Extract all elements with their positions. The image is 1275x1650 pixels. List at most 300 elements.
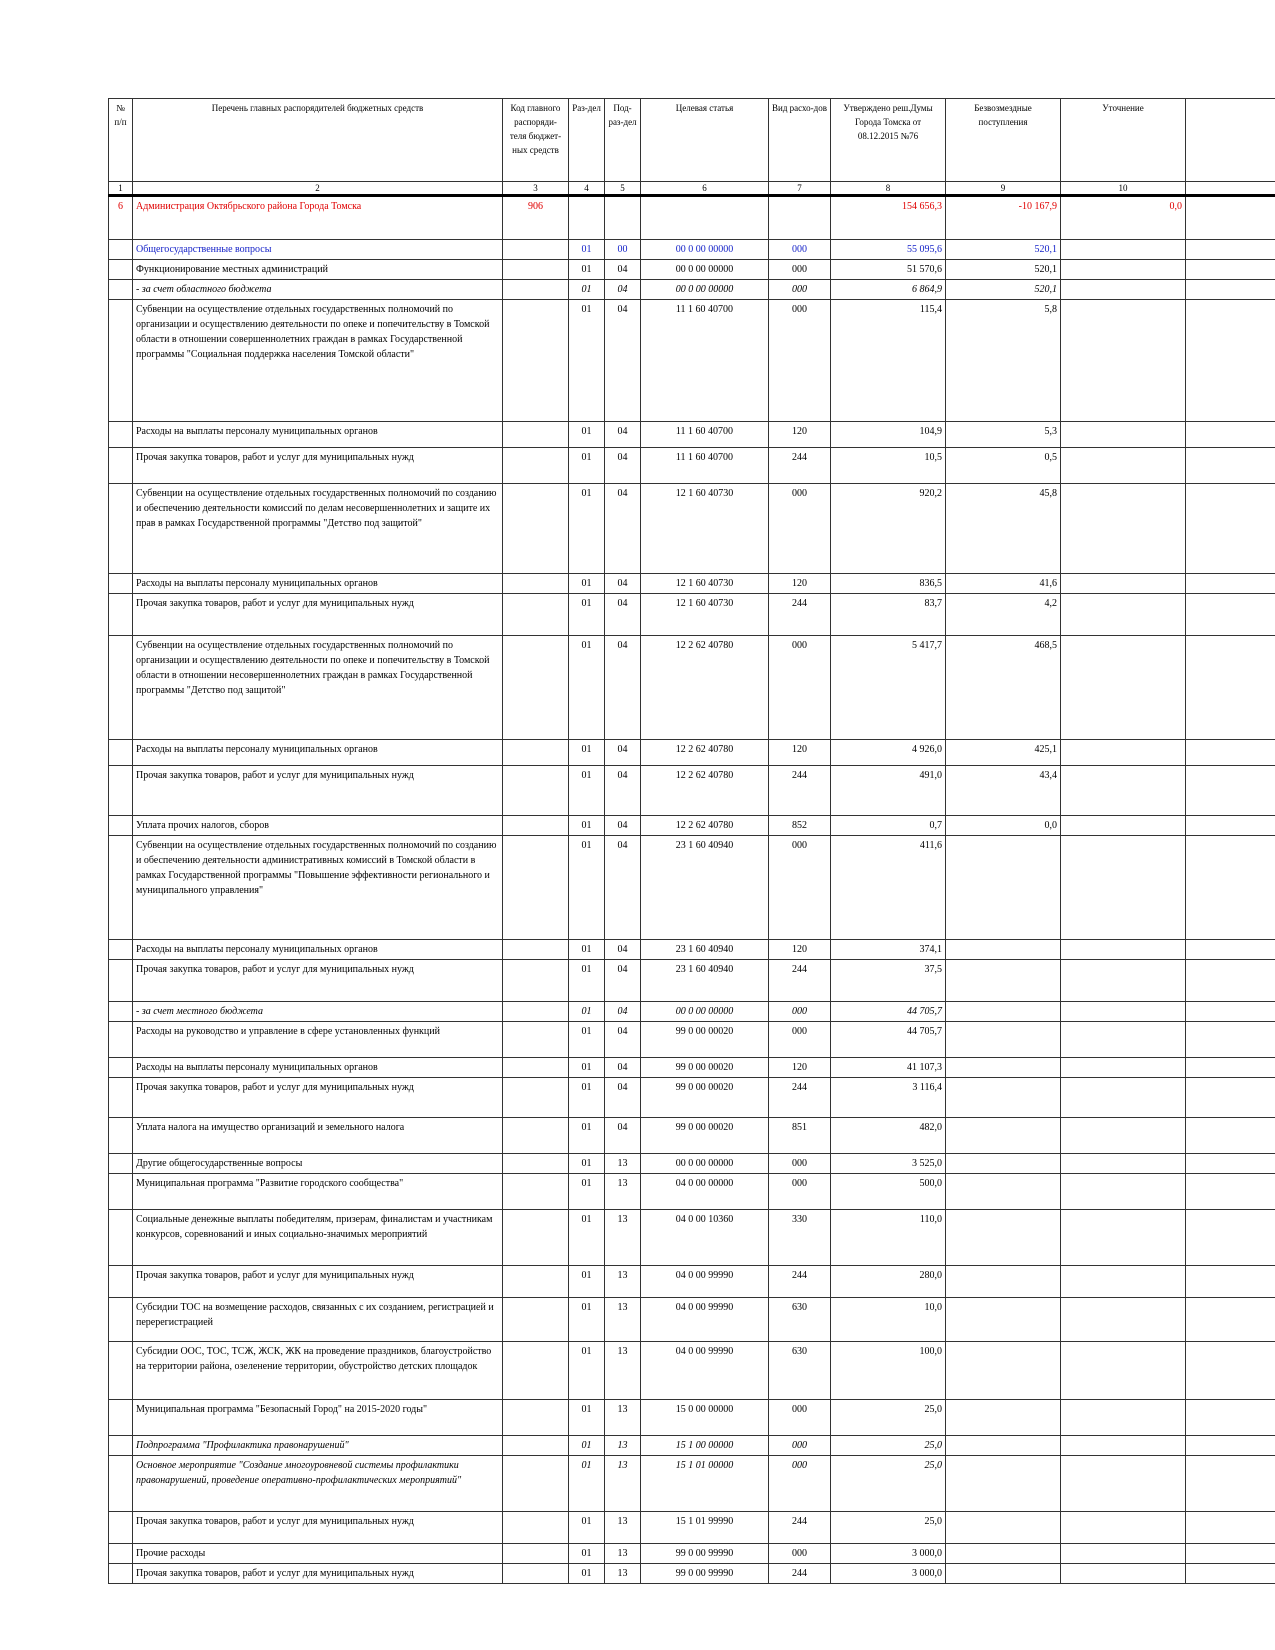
row-target-cell: 00 0 00 00000 — [641, 1002, 769, 1022]
header-razdel: Раз-дел — [569, 99, 605, 182]
table-row — [109, 1544, 1275, 1564]
row-vid-cell: 630 — [769, 1298, 831, 1342]
row-code-cell — [503, 280, 569, 300]
row-number-cell — [109, 1544, 133, 1564]
row-number-cell — [109, 1058, 133, 1078]
row-target-cell: 04 0 00 99990 — [641, 1342, 769, 1400]
table-row — [109, 636, 1275, 740]
row-razdel-cell: 01 — [569, 740, 605, 766]
table-row — [109, 448, 1275, 484]
row-name-cell: Субвенции на осуществление отдельных государственных полномочий по созданию и обеспечению деятельности комиссий по делам несовершеннолетних и защите их прав в рамках Государственной программы "Детство под защитой" — [133, 484, 503, 574]
row-approved-cell: 500,0 — [831, 1174, 946, 1210]
row-razdel-cell: 01 — [569, 1436, 605, 1456]
row-approved-cell: 25,0 — [831, 1400, 946, 1436]
row-extra-cell — [1186, 816, 1275, 836]
row-clarify-cell — [1061, 1002, 1186, 1022]
row-podrazdel-cell: 13 — [605, 1154, 641, 1174]
row-razdel-cell: 01 — [569, 594, 605, 636]
row-extra-cell — [1186, 1512, 1275, 1544]
row-gratis-cell — [946, 1078, 1061, 1118]
row-approved-cell: 836,5 — [831, 574, 946, 594]
row-target-cell: 00 0 00 00000 — [641, 1154, 769, 1174]
row-extra-cell — [1186, 940, 1275, 960]
row-extra-cell — [1186, 574, 1275, 594]
row-vid-cell: 330 — [769, 1210, 831, 1266]
row-gratis-cell — [946, 1564, 1061, 1584]
row-name-cell: Прочая закупка товаров, работ и услуг для муниципальных нужд — [133, 1564, 503, 1584]
header-vid: Вид расхо-дов — [769, 99, 831, 182]
row-clarify-cell — [1061, 1118, 1186, 1154]
row-target-cell: 12 2 62 40780 — [641, 740, 769, 766]
row-name-cell: Субсидии ООС, ТОС, ТСЖ, ЖСК, ЖК на проведение праздников, благоустройство на территории района, озеленение территории, обустройство детских площадок — [133, 1342, 503, 1400]
table-row — [109, 484, 1275, 574]
column-number: 8 — [831, 182, 946, 196]
row-name-cell: Прочая закупка товаров, работ и услуг для муниципальных нужд — [133, 1266, 503, 1298]
row-razdel-cell: 01 — [569, 1342, 605, 1400]
row-podrazdel-cell: 13 — [605, 1342, 641, 1400]
row-code-cell — [503, 740, 569, 766]
row-razdel-cell: 01 — [569, 1400, 605, 1436]
row-approved-cell: 411,6 — [831, 836, 946, 940]
column-number: 10 — [1061, 182, 1186, 196]
row-vid-cell: 630 — [769, 1342, 831, 1400]
header-list: Перечень главных распорядителей бюджетных средств — [133, 99, 503, 182]
table-row — [109, 1342, 1275, 1400]
row-extra-cell — [1186, 1456, 1275, 1512]
row-gratis-cell: 4,2 — [946, 594, 1061, 636]
row-code-cell — [503, 636, 569, 740]
row-number-cell — [109, 1266, 133, 1298]
table-body — [109, 182, 1275, 1584]
row-podrazdel-cell: 00 — [605, 240, 641, 260]
table-row — [109, 1118, 1275, 1154]
row-code-cell — [503, 300, 569, 422]
table-row — [109, 300, 1275, 422]
row-target-cell: 12 2 62 40780 — [641, 766, 769, 816]
row-razdel-cell: 01 — [569, 1058, 605, 1078]
row-podrazdel-cell: 13 — [605, 1436, 641, 1456]
row-name-cell: Расходы на выплаты персоналу муниципальных органов — [133, 740, 503, 766]
row-clarify-cell — [1061, 740, 1186, 766]
row-vid-cell: 000 — [769, 300, 831, 422]
row-gratis-cell — [946, 1512, 1061, 1544]
row-razdel-cell: 01 — [569, 1174, 605, 1210]
row-vid-cell: 244 — [769, 766, 831, 816]
row-vid-cell: 244 — [769, 1078, 831, 1118]
row-clarify-cell — [1061, 1266, 1186, 1298]
row-code-cell — [503, 1002, 569, 1022]
row-podrazdel-cell: 04 — [605, 448, 641, 484]
row-target-cell: 23 1 60 40940 — [641, 836, 769, 940]
row-podrazdel-cell: 04 — [605, 636, 641, 740]
row-code-cell — [503, 594, 569, 636]
row-podrazdel-cell: 13 — [605, 1512, 641, 1544]
header-row — [109, 99, 1275, 182]
row-number-cell — [109, 1174, 133, 1210]
row-clarify-cell — [1061, 1456, 1186, 1512]
row-clarify-cell — [1061, 1078, 1186, 1118]
row-podrazdel-cell: 04 — [605, 300, 641, 422]
row-number-cell — [109, 1456, 133, 1512]
row-podrazdel-cell: 04 — [605, 940, 641, 960]
row-razdel-cell — [569, 196, 605, 240]
row-target-cell: 23 1 60 40940 — [641, 940, 769, 960]
row-target-cell: 04 0 00 00000 — [641, 1174, 769, 1210]
row-name-cell: - за счет областного бюджета — [133, 280, 503, 300]
row-gratis-cell — [946, 1002, 1061, 1022]
row-gratis-cell: 425,1 — [946, 740, 1061, 766]
row-number-cell — [109, 422, 133, 448]
row-vid-cell: 000 — [769, 1436, 831, 1456]
row-code-cell — [503, 1118, 569, 1154]
row-podrazdel-cell: 04 — [605, 280, 641, 300]
row-vid-cell: 000 — [769, 1544, 831, 1564]
column-number: 5 — [605, 182, 641, 196]
row-target-cell: 00 0 00 00000 — [641, 240, 769, 260]
row-extra-cell — [1186, 636, 1275, 740]
row-vid-cell: 852 — [769, 816, 831, 836]
row-vid-cell: 244 — [769, 448, 831, 484]
row-code-cell — [503, 260, 569, 280]
row-gratis-cell — [946, 836, 1061, 940]
row-vid-cell: 244 — [769, 1266, 831, 1298]
row-gratis-cell: 0,5 — [946, 448, 1061, 484]
column-numbers-row — [109, 182, 1275, 196]
row-vid-cell: 120 — [769, 740, 831, 766]
row-approved-cell: 44 705,7 — [831, 1022, 946, 1058]
row-vid-cell: 000 — [769, 636, 831, 740]
row-target-cell: 99 0 00 00020 — [641, 1078, 769, 1118]
row-vid-cell: 851 — [769, 1118, 831, 1154]
row-gratis-cell — [946, 1400, 1061, 1436]
row-approved-cell: 3 116,4 — [831, 1078, 946, 1118]
row-target-cell: 99 0 00 00020 — [641, 1058, 769, 1078]
row-gratis-cell — [946, 1436, 1061, 1456]
table-row — [109, 1002, 1275, 1022]
row-vid-cell: 000 — [769, 240, 831, 260]
row-razdel-cell: 01 — [569, 1544, 605, 1564]
row-target-cell: 99 0 00 00020 — [641, 1022, 769, 1058]
row-podrazdel-cell: 13 — [605, 1456, 641, 1512]
row-vid-cell: 000 — [769, 1174, 831, 1210]
row-clarify-cell — [1061, 1154, 1186, 1174]
row-razdel-cell: 01 — [569, 1154, 605, 1174]
row-name-cell: Субвенции на осуществление отдельных государственных полномочий по организации и осуществлению деятельности по опеке и попечительству в Томской области в отношении совершеннолетних граждан в рамках Государственной программы "Социальная поддержка населения Томской области" — [133, 300, 503, 422]
row-target-cell: 00 0 00 00000 — [641, 280, 769, 300]
row-razdel-cell: 01 — [569, 1266, 605, 1298]
row-podrazdel-cell: 04 — [605, 1058, 641, 1078]
row-code-cell — [503, 1436, 569, 1456]
row-code-cell — [503, 1154, 569, 1174]
row-approved-cell: 83,7 — [831, 594, 946, 636]
row-code-cell — [503, 836, 569, 940]
row-gratis-cell: 41,6 — [946, 574, 1061, 594]
row-target-cell: 99 0 00 99990 — [641, 1564, 769, 1584]
row-number-cell — [109, 1436, 133, 1456]
row-vid-cell — [769, 196, 831, 240]
row-extra-cell — [1186, 1058, 1275, 1078]
row-clarify-cell — [1061, 960, 1186, 1002]
row-podrazdel-cell: 04 — [605, 260, 641, 280]
row-clarify-cell — [1061, 574, 1186, 594]
row-gratis-cell: 43,4 — [946, 766, 1061, 816]
row-vid-cell: 244 — [769, 1512, 831, 1544]
row-extra-cell — [1186, 196, 1275, 240]
row-podrazdel-cell: 04 — [605, 594, 641, 636]
row-clarify-cell — [1061, 816, 1186, 836]
row-clarify-cell — [1061, 1298, 1186, 1342]
row-extra-cell — [1186, 836, 1275, 940]
table-row — [109, 1266, 1275, 1298]
row-number-cell — [109, 816, 133, 836]
row-extra-cell — [1186, 1118, 1275, 1154]
table-row — [109, 1058, 1275, 1078]
table-row — [109, 1154, 1275, 1174]
row-code-cell: 906 — [503, 196, 569, 240]
row-clarify-cell — [1061, 1342, 1186, 1400]
row-name-cell: Другие общегосударственные вопросы — [133, 1154, 503, 1174]
row-target-cell: 15 1 01 99990 — [641, 1512, 769, 1544]
row-podrazdel-cell: 04 — [605, 422, 641, 448]
column-number: 9 — [946, 182, 1061, 196]
row-gratis-cell: 468,5 — [946, 636, 1061, 740]
row-podrazdel-cell: 04 — [605, 816, 641, 836]
table-row — [109, 594, 1275, 636]
row-extra-cell — [1186, 260, 1275, 280]
row-name-cell: Муниципальная программа "Развитие городского сообщества" — [133, 1174, 503, 1210]
row-target-cell: 15 0 00 00000 — [641, 1400, 769, 1436]
row-approved-cell: 115,4 — [831, 300, 946, 422]
row-name-cell: Социальные денежные выплаты победителям, призерам, финалистам и участникам конкурсов, соревнований и иных социально-значимых мероприятий — [133, 1210, 503, 1266]
row-target-cell: 12 2 62 40780 — [641, 816, 769, 836]
row-razdel-cell: 01 — [569, 240, 605, 260]
table-row — [109, 1564, 1275, 1584]
row-name-cell: Расходы на выплаты персоналу муниципальных органов — [133, 422, 503, 448]
row-approved-cell: 374,1 — [831, 940, 946, 960]
row-name-cell: Общегосударственные вопросы — [133, 240, 503, 260]
row-number-cell — [109, 1210, 133, 1266]
row-approved-cell: 10,5 — [831, 448, 946, 484]
table-row — [109, 766, 1275, 816]
row-razdel-cell: 01 — [569, 636, 605, 740]
row-extra-cell — [1186, 740, 1275, 766]
row-podrazdel-cell: 04 — [605, 836, 641, 940]
row-extra-cell — [1186, 1544, 1275, 1564]
row-vid-cell: 244 — [769, 1564, 831, 1584]
table-row — [109, 260, 1275, 280]
table-row — [109, 196, 1275, 240]
row-target-cell: 04 0 00 99990 — [641, 1266, 769, 1298]
row-extra-cell — [1186, 1298, 1275, 1342]
row-extra-cell — [1186, 1154, 1275, 1174]
row-name-cell: - за счет местного бюджета — [133, 1002, 503, 1022]
row-number-cell — [109, 1118, 133, 1154]
row-target-cell: 99 0 00 00020 — [641, 1118, 769, 1154]
row-approved-cell: 3 000,0 — [831, 1544, 946, 1564]
row-clarify-cell — [1061, 1400, 1186, 1436]
row-approved-cell: 10,0 — [831, 1298, 946, 1342]
row-razdel-cell: 01 — [569, 1564, 605, 1584]
row-code-cell — [503, 1544, 569, 1564]
row-target-cell: 04 0 00 10360 — [641, 1210, 769, 1266]
row-name-cell: Расходы на выплаты персоналу муниципальных органов — [133, 574, 503, 594]
row-gratis-cell: 0,0 — [946, 816, 1061, 836]
row-number-cell — [109, 1022, 133, 1058]
row-podrazdel-cell: 04 — [605, 1078, 641, 1118]
row-gratis-cell — [946, 1210, 1061, 1266]
column-number: 3 — [503, 182, 569, 196]
row-clarify-cell — [1061, 1022, 1186, 1058]
row-gratis-cell — [946, 1022, 1061, 1058]
row-code-cell — [503, 1456, 569, 1512]
header-gratis: Безвозмездные поступления — [946, 99, 1061, 182]
table-row — [109, 422, 1275, 448]
row-code-cell — [503, 574, 569, 594]
row-target-cell: 11 1 60 40700 — [641, 422, 769, 448]
table-row — [109, 1210, 1275, 1266]
row-name-cell: Уплата налога на имущество организаций и земельного налога — [133, 1118, 503, 1154]
row-number-cell — [109, 1564, 133, 1584]
row-razdel-cell: 01 — [569, 940, 605, 960]
row-extra-cell — [1186, 960, 1275, 1002]
row-name-cell: Расходы на выплаты персоналу муниципальных органов — [133, 940, 503, 960]
row-vid-cell: 000 — [769, 484, 831, 574]
row-number-cell — [109, 1154, 133, 1174]
row-name-cell: Функционирование местных администраций — [133, 260, 503, 280]
row-name-cell: Прочая закупка товаров, работ и услуг для муниципальных нужд — [133, 960, 503, 1002]
row-name-cell: Прочая закупка товаров, работ и услуг для муниципальных нужд — [133, 766, 503, 816]
row-razdel-cell: 01 — [569, 766, 605, 816]
row-razdel-cell: 01 — [569, 1298, 605, 1342]
row-gratis-cell — [946, 1174, 1061, 1210]
row-extra-cell — [1186, 1022, 1275, 1058]
row-vid-cell: 120 — [769, 940, 831, 960]
row-code-cell — [503, 1058, 569, 1078]
row-vid-cell: 000 — [769, 1154, 831, 1174]
row-number-cell — [109, 594, 133, 636]
row-podrazdel-cell: 13 — [605, 1400, 641, 1436]
row-extra-cell — [1186, 1342, 1275, 1400]
row-number-cell — [109, 836, 133, 940]
row-podrazdel-cell: 13 — [605, 1210, 641, 1266]
header-number: № п/п — [109, 99, 133, 182]
row-target-cell: 12 1 60 40730 — [641, 594, 769, 636]
header-approved: Утверждено реш.Думы Города Томска от 08.12.2015 №76 — [831, 99, 946, 182]
row-gratis-cell — [946, 1456, 1061, 1512]
column-number: 7 — [769, 182, 831, 196]
row-clarify-cell — [1061, 636, 1186, 740]
table-row — [109, 960, 1275, 1002]
row-vid-cell: 120 — [769, 574, 831, 594]
row-extra-cell — [1186, 1436, 1275, 1456]
table-row — [109, 816, 1275, 836]
row-number-cell — [109, 960, 133, 1002]
row-razdel-cell: 01 — [569, 1078, 605, 1118]
row-number-cell — [109, 260, 133, 280]
row-extra-cell — [1186, 280, 1275, 300]
row-approved-cell: 25,0 — [831, 1456, 946, 1512]
row-clarify-cell — [1061, 422, 1186, 448]
row-number-cell — [109, 766, 133, 816]
column-number: 1 — [109, 182, 133, 196]
row-target-cell: 23 1 60 40940 — [641, 960, 769, 1002]
row-gratis-cell: 520,1 — [946, 260, 1061, 280]
row-vid-cell: 000 — [769, 1002, 831, 1022]
row-vid-cell: 120 — [769, 422, 831, 448]
row-number-cell — [109, 574, 133, 594]
row-clarify-cell — [1061, 766, 1186, 816]
row-approved-cell: 41 107,3 — [831, 1058, 946, 1078]
row-razdel-cell: 01 — [569, 448, 605, 484]
row-approved-cell: 4 926,0 — [831, 740, 946, 766]
row-extra-cell — [1186, 240, 1275, 260]
row-extra-cell — [1186, 1002, 1275, 1022]
row-extra-cell — [1186, 1564, 1275, 1584]
row-gratis-cell — [946, 940, 1061, 960]
row-target-cell: 00 0 00 00000 — [641, 260, 769, 280]
row-code-cell — [503, 1266, 569, 1298]
header-target: Целевая статья — [641, 99, 769, 182]
row-approved-cell: 25,0 — [831, 1436, 946, 1456]
row-code-cell — [503, 1564, 569, 1584]
row-code-cell — [503, 422, 569, 448]
row-clarify-cell — [1061, 836, 1186, 940]
budget-table — [108, 98, 1275, 1584]
row-razdel-cell: 01 — [569, 836, 605, 940]
row-approved-cell: 37,5 — [831, 960, 946, 1002]
row-extra-cell — [1186, 484, 1275, 574]
row-vid-cell: 000 — [769, 1456, 831, 1512]
row-code-cell — [503, 1022, 569, 1058]
row-razdel-cell: 01 — [569, 960, 605, 1002]
row-podrazdel-cell: 13 — [605, 1544, 641, 1564]
row-razdel-cell: 01 — [569, 1512, 605, 1544]
row-razdel-cell: 01 — [569, 1002, 605, 1022]
row-clarify-cell — [1061, 1544, 1186, 1564]
row-extra-cell — [1186, 1210, 1275, 1266]
table-row — [109, 1174, 1275, 1210]
row-number-cell — [109, 448, 133, 484]
row-clarify-cell — [1061, 300, 1186, 422]
row-code-cell — [503, 816, 569, 836]
row-approved-cell: 280,0 — [831, 1266, 946, 1298]
row-podrazdel-cell: 13 — [605, 1266, 641, 1298]
row-code-cell — [503, 940, 569, 960]
row-gratis-cell — [946, 1544, 1061, 1564]
row-approved-cell: 100,0 — [831, 1342, 946, 1400]
row-name-cell: Субвенции на осуществление отдельных государственных полномочий по созданию и обеспечению деятельности административных комиссий в Томской области в рамках Государственной программы "Повышение эффективности регионального и муниципального управления" — [133, 836, 503, 940]
row-clarify-cell — [1061, 594, 1186, 636]
row-gratis-cell: -10 167,9 — [946, 196, 1061, 240]
header-extra — [1186, 99, 1275, 182]
row-approved-cell: 482,0 — [831, 1118, 946, 1154]
row-approved-cell: 3 525,0 — [831, 1154, 946, 1174]
row-approved-cell: 154 656,3 — [831, 196, 946, 240]
row-name-cell: Субсидии ТОС на возмещение расходов, связанных с их созданием, регистрацией и перерегистрацией — [133, 1298, 503, 1342]
row-name-cell: Расходы на руководство и управление в сфере установленных функций — [133, 1022, 503, 1058]
row-podrazdel-cell: 04 — [605, 574, 641, 594]
row-approved-cell: 491,0 — [831, 766, 946, 816]
row-name-cell: Администрация Октябрьского района Города Томска — [133, 196, 503, 240]
row-code-cell — [503, 1342, 569, 1400]
column-number — [1186, 182, 1275, 196]
row-name-cell: Субвенции на осуществление отдельных государственных полномочий по организации и осуществлению деятельности по опеке и попечительству в Томской области в отношении несовершеннолетних граждан в рамках Государственной программы "Детство под защитой" — [133, 636, 503, 740]
row-number-cell — [109, 636, 133, 740]
row-code-cell — [503, 1210, 569, 1266]
row-razdel-cell: 01 — [569, 1210, 605, 1266]
row-code-cell — [503, 448, 569, 484]
row-approved-cell: 51 570,6 — [831, 260, 946, 280]
